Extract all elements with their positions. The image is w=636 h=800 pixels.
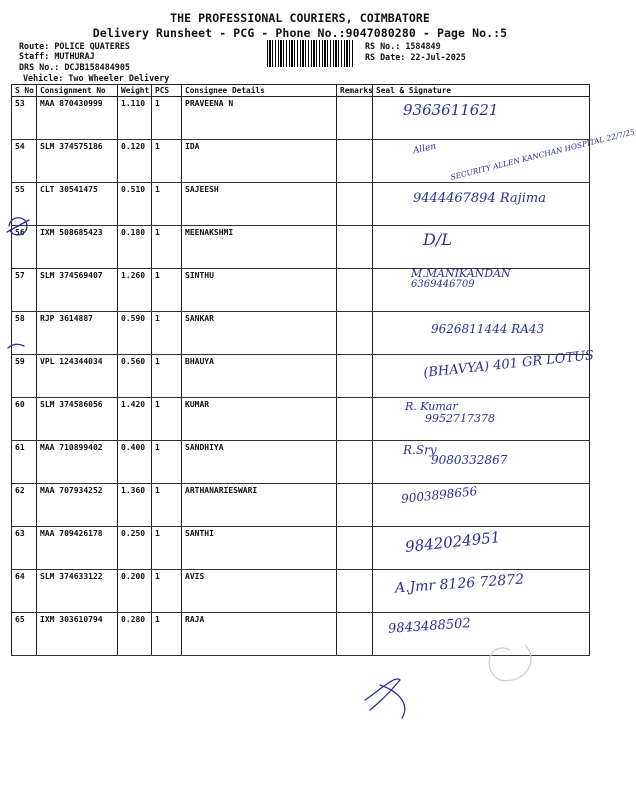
row-consignee: SAJEESH: [182, 183, 337, 226]
handwritten-signature: R. Kumar: [405, 400, 458, 413]
row-weight: 1.110: [118, 97, 152, 140]
row-pcs: 1: [152, 183, 182, 226]
row-consignee: PRAVEENA N: [182, 97, 337, 140]
row-pcs: 1: [152, 355, 182, 398]
handwritten-note: 9080332867: [431, 453, 508, 467]
row-sno: 58: [12, 312, 37, 355]
row-consignment-no: IXM 303610794: [37, 613, 118, 656]
row-weight: 0.250: [118, 527, 152, 570]
row-consignment-no: RJP 3614887: [37, 312, 118, 355]
handwritten-note: 9952717378: [425, 412, 495, 425]
col-weight-header: Weight: [118, 85, 152, 97]
row-weight: 0.200: [118, 570, 152, 613]
row-consignee: AVIS: [182, 570, 337, 613]
row-signature: [373, 183, 590, 226]
row-pcs: 1: [152, 269, 182, 312]
table-row: [12, 97, 590, 140]
row-weight: 1.260: [118, 269, 152, 312]
col-sno-header: S No: [12, 85, 37, 97]
table-row: [12, 441, 590, 484]
row-weight: 0.510: [118, 183, 152, 226]
row-consignment-no: SLM 374633122: [37, 570, 118, 613]
col-consignment-header: Consignment No: [37, 85, 118, 97]
table-row: [12, 484, 590, 527]
row-pcs: 1: [152, 226, 182, 269]
handwritten-signature: R.Sry: [403, 443, 437, 457]
row-consignment-no: SLM 374569407: [37, 269, 118, 312]
row-56-strike-mark: [5, 212, 35, 242]
table-row: [12, 140, 590, 183]
row-pcs: 1: [152, 97, 182, 140]
vehicle-label: Vehicle:: [23, 73, 64, 83]
table-row: [12, 570, 590, 613]
row-pcs: 1: [152, 613, 182, 656]
row-remarks: [337, 269, 373, 312]
handwritten-note: SECURITY ALLEN KANCHAN HOSPITAL 22/7/25: [449, 127, 636, 182]
handwritten-signature: D/L: [423, 230, 452, 249]
row-consignee: ARTHANARIESWARI: [182, 484, 337, 527]
vehicle-value: Two Wheeler Delivery: [68, 73, 170, 83]
col-signature-header: Seal & Signature: [373, 85, 590, 97]
row-remarks: [337, 355, 373, 398]
rs-date-label: RS Date:: [365, 52, 406, 62]
row-consignee: SANTHI: [182, 527, 337, 570]
handwritten-signature: M.MANIKANDAN: [411, 267, 511, 280]
row-pcs: 1: [152, 570, 182, 613]
row-weight: 0.120: [118, 140, 152, 183]
row-sno: 59: [12, 355, 37, 398]
row-signature: [373, 348, 595, 398]
row-remarks: [337, 312, 373, 355]
handwritten-signature: Allen: [412, 141, 438, 157]
row-weight: 0.560: [118, 355, 152, 398]
row-consignment-no: SLM 374586056: [37, 398, 118, 441]
row-signature: [373, 527, 590, 570]
row-consignment-no: IXM 508685423: [37, 226, 118, 269]
row-remarks: [337, 140, 373, 183]
row-remarks: [337, 527, 373, 570]
table-row: [12, 527, 590, 570]
row-sno: 55: [12, 183, 37, 226]
drs-label: DRS No.:: [19, 62, 60, 72]
row-consignee: MEENAKSHMI: [182, 226, 337, 269]
row-remarks: [337, 398, 373, 441]
handwritten-signature: 9842024951: [404, 528, 502, 556]
handwritten-signature: 9363611621: [403, 101, 499, 119]
row-signature: [373, 570, 590, 613]
row-pcs: 1: [152, 527, 182, 570]
row-remarks: [337, 484, 373, 527]
row-weight: 1.420: [118, 398, 152, 441]
handwritten-signature: (BHAVYA) 401 GR LOTUS: [422, 348, 595, 381]
row-sno: 57: [12, 269, 37, 312]
row-signature: [373, 269, 590, 312]
row-weight: 1.360: [118, 484, 152, 527]
row-pcs: 1: [152, 441, 182, 484]
row-signature: [373, 127, 636, 183]
col-consignee-header: Consignee Details: [182, 85, 337, 97]
staff-label: Staff:: [19, 51, 50, 61]
row-remarks: [337, 183, 373, 226]
row-sno: 64: [12, 570, 37, 613]
table-row: [12, 183, 590, 226]
row-consignee: KUMAR: [182, 398, 337, 441]
row-consignment-no: CLT 30541475: [37, 183, 118, 226]
row-sno: 56: [12, 226, 37, 269]
table-row: [12, 312, 590, 355]
col-pcs-header: PCS: [152, 85, 182, 97]
handwritten-signature: 9444467894 Rajima: [413, 191, 546, 206]
handwritten-signature: 9626811444 RA43: [431, 322, 545, 336]
vehicle-line: [23, 73, 169, 83]
row-59-pen-mark: [6, 340, 26, 352]
row-weight: 0.280: [118, 613, 152, 656]
row-consignment-no: MAA 710899402: [37, 441, 118, 484]
row-consignee: SINTHU: [182, 269, 337, 312]
row-consignment-no: SLM 374575186: [37, 140, 118, 183]
row-signature: [373, 226, 590, 269]
row-signature: [373, 97, 590, 140]
table-row: [12, 398, 590, 441]
rs-no-value: 1584849: [405, 41, 441, 51]
row-signature: [373, 441, 590, 484]
row-consignment-no: MAA 870430999: [37, 97, 118, 140]
row-pcs: 1: [152, 484, 182, 527]
row-consignee: SANKAR: [182, 312, 337, 355]
route-line: [19, 41, 130, 51]
row-sno: 61: [12, 441, 37, 484]
runsheet-subtitle: Delivery Runsheet - PCG - Phone No.:9047080280 - Page No.:5: [92, 26, 508, 40]
barcode: [267, 40, 353, 67]
table-row: [12, 226, 590, 269]
row-sno: 53: [12, 97, 37, 140]
row-signature: [373, 312, 590, 355]
row-consignee: RAJA: [182, 613, 337, 656]
handwritten-signature: 9843488502: [387, 616, 472, 637]
row-consignee: SANDHIYA: [182, 441, 337, 484]
row-signature: [373, 398, 590, 441]
row-remarks: [337, 226, 373, 269]
row-sno: 63: [12, 527, 37, 570]
route-label: Route:: [19, 41, 50, 51]
row-weight: 0.590: [118, 312, 152, 355]
table-header-row: [12, 85, 590, 97]
route-value: POLICE QUATERES: [54, 41, 130, 51]
row-consignee: BHAUYA: [182, 355, 337, 398]
row-remarks: [337, 97, 373, 140]
row-remarks: [337, 570, 373, 613]
row-signature: [373, 484, 590, 527]
row-weight: 0.400: [118, 441, 152, 484]
rs-no-line: [365, 41, 441, 51]
table-row: [12, 269, 590, 312]
drs-line: [19, 62, 130, 72]
row-consignment-no: VPL 124344034: [37, 355, 118, 398]
company-title: THE PROFESSIONAL COURIERS, COIMBATORE: [170, 11, 430, 25]
rs-no-label: RS No.:: [365, 41, 401, 51]
handwritten-note: 6369446709: [411, 279, 475, 290]
row-sno: 54: [12, 140, 37, 183]
row-consignment-no: MAA 709426178: [37, 527, 118, 570]
row-pcs: 1: [152, 312, 182, 355]
row-consignment-no: MAA 707934252: [37, 484, 118, 527]
rs-date-value: 22-Jul-2025: [410, 52, 466, 62]
stray-pen-marks: [340, 630, 570, 750]
row-pcs: 1: [152, 140, 182, 183]
row-weight: 0.180: [118, 226, 152, 269]
rs-date-line: [365, 52, 466, 62]
table-row: [12, 355, 590, 398]
row-remarks: [337, 441, 373, 484]
row-consignee: IDA: [182, 140, 337, 183]
row-sno: 62: [12, 484, 37, 527]
row-pcs: 1: [152, 398, 182, 441]
staff-value: MUTHURAJ: [54, 51, 95, 61]
handwritten-signature: 9003898656: [400, 484, 478, 506]
row-sno: 65: [12, 613, 37, 656]
row-sno: 60: [12, 398, 37, 441]
drs-value: DCJB158484905: [64, 62, 130, 72]
delivery-table: [11, 84, 636, 656]
handwritten-signature: A.Jmr 8126 72872: [394, 571, 525, 597]
col-remarks-header: Remarks: [337, 85, 373, 97]
staff-line: [19, 51, 95, 61]
